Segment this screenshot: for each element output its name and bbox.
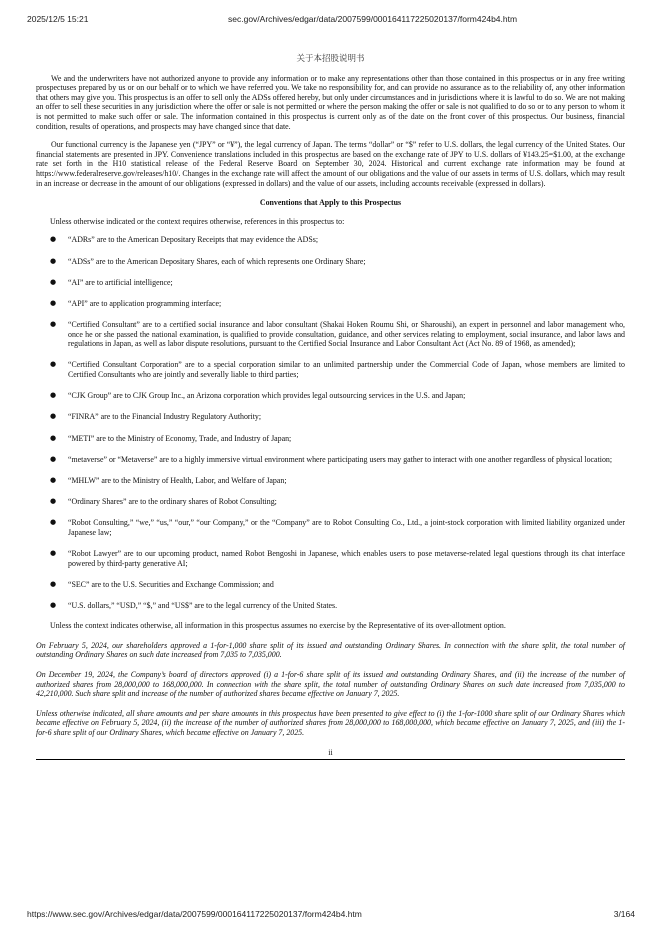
intro-paragraph-disclaimer: We and the underwriters have not authorized anyone to provide any information or to make any representations other than those contained in this prospectus or in any free writing prospectuses prepared by us or on our behalf or to which we have referred you. We take no responsibility for, and can provide no assurance as to the reliability of, any other information that others may give you. This prospectus is an offer to sell only the ADSs offered hereby, but only under circumstances and in jurisdictions where it is lawful to do so. We are not making an offer to sell these securities in any jurisdiction where the offer or sale is not permitted or where the person making the offer or sale is not qualified to do so or to any person to whom it is not permitted to make such offer or sale. The information contained in this prospectus is current only as of the date on the front cover of this prospectus. Our business, financial condition, results of operations, and prospects may have changed since that date. bbox=[36, 73, 625, 131]
bullet-icon: ● bbox=[50, 360, 57, 369]
bullet-icon: ● bbox=[50, 518, 57, 527]
list-item-text: “Certified Consultant” are to a certified social insurance and labor consultant (Shakai Hoken Roumu Shi, or Sharoushi), an expert in personnel and labor management who, once he or she passed the national examination, is qualified to provide consultation, guidance, and other services relating to employment, social insurance, and labor laws and regulations in Japan, as well as labor dispute resolutions, pursuant to the Certified Social Insurance and Labor Consultant Act (Act No. 89 of 1968, as amended); bbox=[68, 320, 625, 349]
list-item-text: “Ordinary Shares” are to the ordinary shares of Robot Consulting; bbox=[68, 497, 277, 507]
list-item-text: “CJK Group” are to CJK Group Inc., an Arizona corporation which provides legal outsourcing services in the U.S. and Japan; bbox=[68, 391, 466, 401]
page-divider bbox=[36, 759, 625, 760]
section-heading-conventions: Conventions that Apply to this Prospectus bbox=[259, 198, 402, 208]
bullet-icon: ● bbox=[50, 298, 57, 307]
bullet-icon: ● bbox=[50, 433, 57, 442]
bullet-icon: ● bbox=[50, 391, 57, 400]
conventions-list bbox=[36, 235, 625, 610]
list-item-text: “FINRA” are to the Financial Industry Regulatory Authority; bbox=[68, 412, 262, 422]
share-split-paragraph-2024: On February 5, 2024, our shareholders approved a 1-for-1,000 share split of its issued and outstanding Ordinary Shares. In connection with the share split, the total number of outstanding Ordinary Shares on such date increased from 7,035 to 7,035,000. bbox=[36, 640, 625, 660]
list-item-text: “AI” are to artificial intelligence; bbox=[68, 277, 173, 287]
print-page-count: 3/164 bbox=[613, 909, 635, 919]
list-item bbox=[36, 476, 625, 486]
list-item bbox=[36, 257, 625, 267]
bullet-icon: ● bbox=[50, 454, 57, 463]
list-item bbox=[36, 278, 625, 288]
intro-paragraph-currency: Our functional currency is the Japanese yen (“JPY” or “¥”), the legal currency of Japan. The terms “dollar” or “$” refer to U.S. dollars, the legal currency of the United States. Our financial statements are presented in JPY. Convenience translations included in this prospectus are based on the exchange rate of JPY to U.S. dollars of ¥143.25=$1.00, at the exchange rate set forth in the H10 statistical release of the Federal Reserve Board on September 30, 2024. Historical and current exchange rate information may be found at https://www.federalreserve.gov/releases/h10/. Changes in the exchange rate will affect the amount of our obligations and the value of our assets in terms of U.S. dollars, which may result in an increase or decrease in the amount of our obligations (expressed in dollars) and the value of our assets, including accounts receivable (expressed in dollars). bbox=[36, 140, 625, 188]
list-item-text: “MHLW” are to the Ministry of Health, Labor, and Welfare of Japan; bbox=[68, 475, 287, 485]
list-item bbox=[36, 412, 625, 422]
list-item-text: “API” are to application programming interface; bbox=[68, 298, 222, 308]
page-title: 关于本招股说明书 bbox=[296, 53, 365, 63]
bullet-icon: ● bbox=[50, 235, 57, 244]
list-item-text: “ADRs” are to the American Depositary Receipts that may evidence the ADSs; bbox=[68, 235, 319, 245]
list-item-text: “Robot Consulting,” “we,” “us,” “our,” “our Company,” or the “Company” are to Robot Consulting Co., Ltd., a joint-stock corporation with limited liability organized under Japanese law; bbox=[68, 518, 625, 537]
bullet-icon: ● bbox=[50, 549, 57, 558]
bullet-icon: ● bbox=[50, 497, 57, 506]
print-datetime: 2025/12/5 15:21 bbox=[27, 14, 89, 24]
list-item bbox=[36, 518, 625, 537]
list-item-text: “Robot Lawyer” are to our upcoming product, named Robot Bengoshi in Japanese, which enables users to pose metaverse-related legal questions through its chat interface powered by third-party generative AI; bbox=[68, 549, 625, 568]
list-item bbox=[36, 549, 625, 568]
share-amounts-paragraph: Unless otherwise indicated, all share amounts and per share amounts in this prospectus have been presented to give effect to (i) the 1-for-1000 share split of our Ordinary Shares which became effective on February 5, 2024, (ii) the increase of the number of authorized shares from 28,000,000 to 168,000,000, which became effective on January 7, 2025, and (iii) the 1-for-6 share split of our Ordinary Shares, which became effective on January 7, 2025. bbox=[36, 708, 625, 738]
bullet-icon: ● bbox=[50, 601, 57, 610]
list-item bbox=[36, 455, 625, 465]
list-item bbox=[36, 601, 625, 611]
bullet-icon: ● bbox=[50, 475, 57, 484]
list-item bbox=[36, 299, 625, 309]
bullet-icon: ● bbox=[50, 412, 57, 421]
list-item bbox=[36, 320, 625, 349]
page-number: ii bbox=[328, 747, 333, 757]
bullet-icon: ● bbox=[50, 320, 57, 329]
list-item-text: “U.S. dollars,” “USD,” “$,” and “US$” are to the legal currency of the United States. bbox=[68, 601, 338, 611]
print-footer-url: https://www.sec.gov/Archives/edgar/data/2007599/000164117225020137/form424b4.htm bbox=[27, 909, 362, 919]
list-item-text: “metaverse” or “Metaverse” are to a highly immersive virtual environment where participating users may gather to interact with one another regardless of physical location; bbox=[68, 454, 613, 464]
list-item-text: “METI” are to the Ministry of Economy, Trade, and Industry of Japan; bbox=[68, 433, 292, 443]
print-header-url: sec.gov/Archives/edgar/data/2007599/000164117225020137/form424b4.htm bbox=[228, 14, 518, 24]
prospectus-page bbox=[36, 54, 625, 760]
list-item bbox=[36, 391, 625, 401]
list-item bbox=[36, 360, 625, 379]
list-item bbox=[36, 235, 625, 245]
overallotment-note: Unless the context indicates otherwise, all information in this prospectus assumes no exercise by the Representative of its over-allotment option. bbox=[50, 621, 506, 631]
list-item-text: “Certified Consultant Corporation” are to a special corporation similar to an unlimited partnership under the Commercial Code of Japan, whose members are limited to Certified Consultants who are jointly and severally liable to third parties; bbox=[68, 360, 625, 380]
list-item bbox=[36, 434, 625, 444]
list-item bbox=[36, 580, 625, 590]
bullet-icon: ● bbox=[50, 579, 57, 588]
list-item-text: “SEC” are to the U.S. Securities and Exchange Commission; and bbox=[68, 579, 274, 589]
list-item-text: “ADSs” are to the American Depositary Shares, each of which represents one Ordinary Share; bbox=[68, 256, 366, 266]
list-item bbox=[36, 497, 625, 507]
share-split-paragraph-board: On December 19, 2024, the Company’s board of directors approved (i) a 1-for-6 share split of its issued and outstanding Ordinary Shares, and (ii) the increase of the number of authorized shares from 28,000,000 to 168,000,000. In connection with the share split, the total number of outstanding Ordinary Shares on such date increased from 7,035,000 to 42,210,000. Such share split and increase of the number of authorized shares became effective on January 7, 2025. bbox=[36, 670, 625, 699]
bullet-icon: ● bbox=[50, 256, 57, 265]
conventions-lead: Unless otherwise indicated or the context requires otherwise, references in this prospectus to: bbox=[50, 216, 345, 226]
bullet-icon: ● bbox=[50, 277, 57, 286]
